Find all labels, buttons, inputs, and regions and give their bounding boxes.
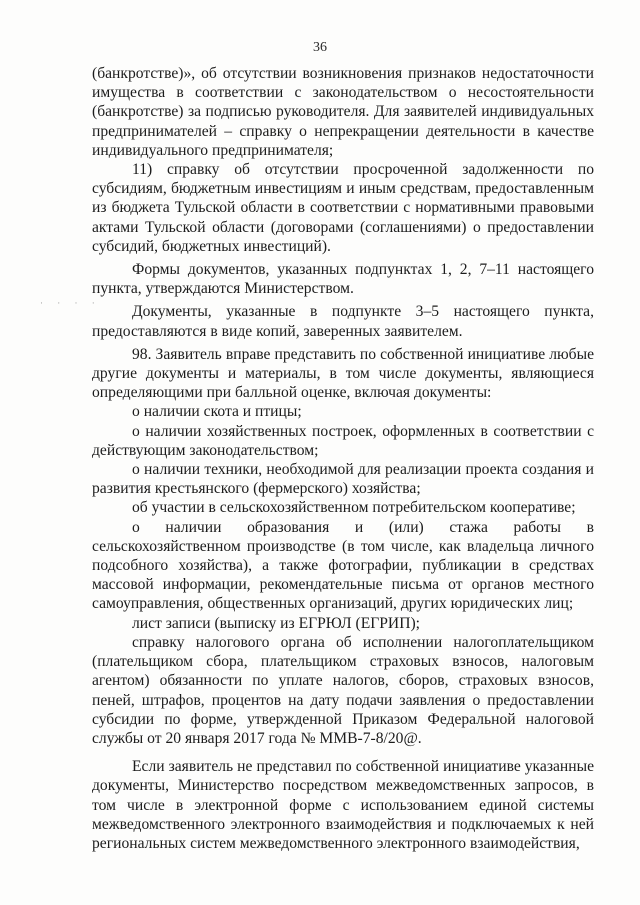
list-item-buildings: о наличии хозяйственных построек, оформленных в соответствии с действующим законодательством; <box>92 422 594 459</box>
paragraph-item-11: 11) справку об отсутствии просроченной задолженности по субсидиям, бюджетным инвестициям и иным средствам, предоставленным из бюджета Тульской области в соответствии с нормативными правовыми актами Тульской области (договорами (соглашениями) о предоставлении субсидий, бюджетных инвестиций). <box>92 161 594 255</box>
list-item-cooperative: об участии в сельскохозяйственном потребительском кооперативе; <box>132 499 576 517</box>
paragraph-copies: Документы, указанные в подпункте 3–5 настоящего пункта, предоставляются в виде копий, заверенных заявителем. <box>92 303 594 340</box>
document-body <box>92 64 594 853</box>
list-item-education: о наличии образования и (или) стажа работы в сельскохозяйственном производстве (в том числе, как владельца личного подсобного хозяйства), а также фотографии, публикации в средствах массовой информации, рекомендательные письма от органов местного самоуправления, общественных организаций, других юридических лиц; <box>92 518 594 613</box>
scan-artifact: · · · · <box>40 298 101 308</box>
paragraph-98: 98. Заявитель вправе представить по собственной инициативе любые другие документы и материалы, в том числе документы, являющиеся определяющими при балльной оценке, включая документы: <box>92 345 594 402</box>
paragraph-interagency: Если заявитель не представил по собственной инициативе указанные документы, Министерство посредством межведомственных запросов, в том числе в электронной форме с использованием единой системы межведомственного электронного взаимодействия и подключаемых к ней региональных систем межведомственного электронного взаимодействия, <box>92 758 594 852</box>
paragraph-forms: Формы документов, указанных подпунктах 1, 2, 7–11 настоящего пункта, утверждаются Министерством. <box>92 261 594 298</box>
page-number: 36 <box>313 40 327 55</box>
list-item-tax-certificate: справку налогового органа об исполнении налогоплательщиком (плательщиком сбора, плательщиком страховых взносов, налоговым агентом) обязанности по уплате налогов, сборов, страховых взносов, пеней, штрафов, процентов на дату подачи заявления о предоставлении субсидии по форме, утвержденной Приказом Федеральной налоговой службы от 20 января 2017 года № ММВ-7-8/20@. <box>92 633 594 747</box>
list-item-machinery: о наличии техники, необходимой для реализации проекта создания и развития крестьянского (фермерского) хозяйства; <box>92 461 594 498</box>
list-item-livestock: о наличии скота и птицы; <box>132 403 302 421</box>
paragraph-continuation: (банкротстве)», об отсутствии возникновения признаков недостаточности имущества в соответствии с законодательством о несостоятельности (банкротстве) за подписью руководителя. Для заявителей индивидуальных предпринимателей – справку о непрекращении деятельности в качестве индивидуального предпринимателя; <box>92 65 594 159</box>
list-item-registry-extract: лист записи (выписку из ЕГРЮЛ (ЕГРИП); <box>132 614 420 632</box>
